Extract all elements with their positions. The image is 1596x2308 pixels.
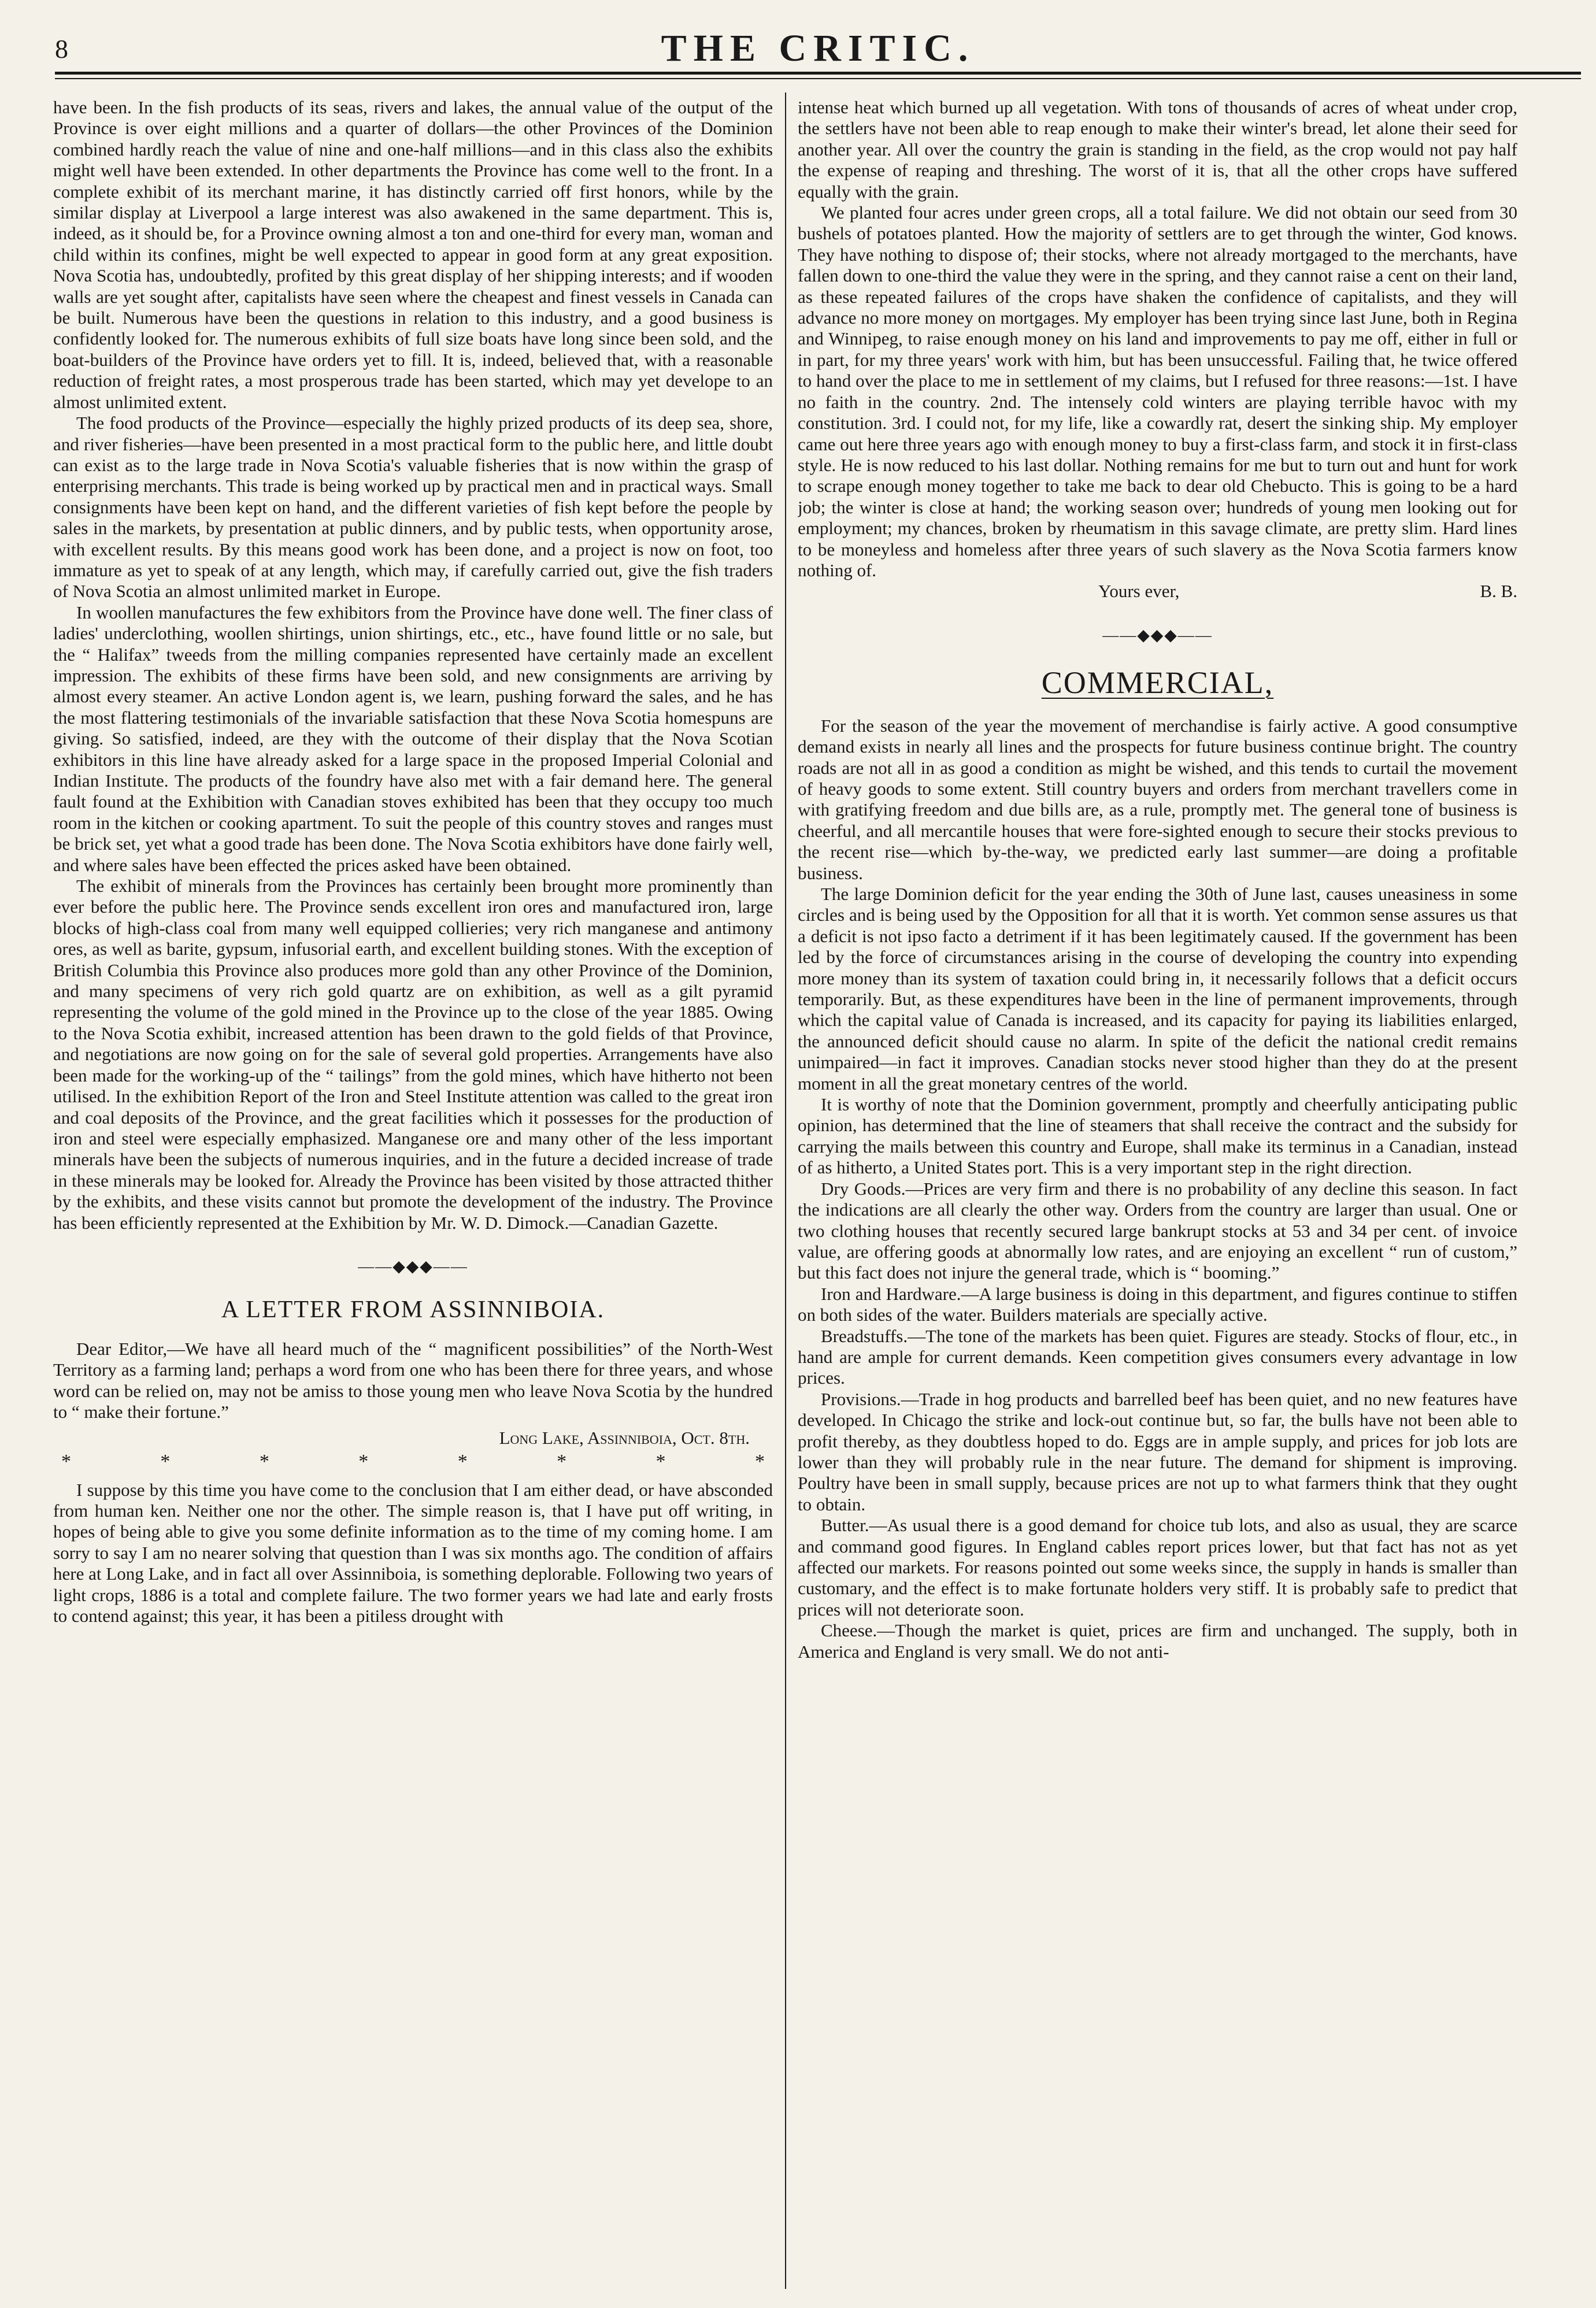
asterism: * <box>557 1450 567 1472</box>
asterism: * <box>457 1450 468 1472</box>
header-rule-thick <box>55 72 1581 75</box>
commercial-paragraph: The large Dominion deficit for the year ending the 30th of June last, causes uneasiness in some circles and is being used by the Opposition for all that it is worth. Yet common sense assures us that a deficit is not ipso facto a detriment if it has been legitimately caused. If the government has been led by the force of circumstances arising in the course of developing the country into expending more money than its system of taxation could bring in, it necessarily follows that a deficit occurs temporarily. But, as these expenditures have been in the line of permanent improvements, through which the capital value of Canada is increased, and its capacity for paying its liabilities enlarged, the announced deficit should cause no alarm. In spite of the deficit the national credit remains unimpaired—in fact it improves. Canadian stocks never stood higher than they do at the present moment in all the great monetary centres of the world. <box>798 884 1517 1094</box>
section-ornament: ——◆◆◆—— <box>1102 626 1213 644</box>
market-report-dry-goods: Dry Goods.—Prices are very firm and there is no probability of any decline this season. In fact the indications are all clearly the other way. Orders from the country are larger than usual. One or two clothing houses that recently secured large bankrupt stocks at 53 and 34 per cent. of invoice value, are offering goods at abnormally low rates, and are enjoying an excellent “ run of custom,” but this fact does not injure the general trade, which is “ booming.” <box>798 1178 1517 1283</box>
market-report-breadstuffs: Breadstuffs.—The tone of the markets has been quiet. Figures are steady. Stocks of flour, etc., in hand are ample for current demands. Keen competition gives consumers every advantage in low prices. <box>798 1325 1517 1388</box>
commercial-paragraph: For the season of the year the movement of merchandise is fairly active. A good consumptive demand exists in nearly all lines and the prospects for future business continue bright. The country roads are not all in as good a condition as might be wished, and this tends to curtail the movement of heavy goods to some extent. Still country buyers and orders from merchant travellers come in with gratifying freedom and due bills are, as a rule, promptly met. The general tone of business is cheerful, and all mercantile houses that were fore-sighted enough to secure their stocks previous to the recent rise—which by-the-way, we predicted early last summer—are doing a profitable business. <box>798 715 1517 883</box>
right-column <box>798 97 1517 2288</box>
letter-continued: intense heat which burned up all vegetation. With tons of thousands of acres of wheat under crop, the settlers have not been able to reap enough to make their winter's bread, let alone their seed for another year. All over the country the grain is standing in the field, as the crop would not pay half the expense of reaping and threshing. The worst of it is, that all the other crops have suffered equally with the grain. <box>798 97 1517 202</box>
letter-signoff <box>798 581 1517 602</box>
section-ornament: ——◆◆◆—— <box>358 1257 468 1276</box>
article-paragraph: The food products of the Province—especially the highly prized products of its deep sea, shore, and river fisheries—have been presented in a most practical form to the public here, and little doubt can exist as to the large trade in Nova Scotia's valuable fisheries that is now within the grasp of enterprising merchants. This trade is being worked up by practical men and in practical ways. Small consignments have been kept on hand, and the different varieties of fish kept before the people by sales in the markets, by presentation at public dinners, and by public tests, when opportunity arose, with excellent results. By this means good work has been done, and a project is now on foot, too immature as yet to speak of at any length, which may, if carefully carried out, give the fish traders of Nova Scotia an almost unlimited market in Europe. <box>53 413 773 602</box>
page-number: 8 <box>55 34 68 64</box>
asterism-row <box>53 1451 773 1473</box>
signoff-initials: B. B. <box>1480 581 1517 602</box>
letter-heading: A LETTER FROM ASSINNIBOIA. <box>221 1296 605 1323</box>
asterism: * <box>754 1450 765 1472</box>
header-rule-thin <box>55 78 1581 79</box>
article-paragraph: In woollen manufactures the few exhibitors from the Province have done well. The finer class of ladies' underclothing, woollen shirtings, union shirtings, etc., etc., have found little or no sale, but the “ Halifax” tweeds from the milling companies represented have certainly made an excellent impression. The exhibits of these firms have been sold, and new consignments are arriving by almost every steamer. An active London agent is, we learn, pushing forward the sales, and he has the most flattering testimonials of the invariable satisfaction that these Nova Scotia homespuns are giving. So satisfied, indeed, are they with the outcome of their display that the Nova Scotian exhibitors in this line have already asked for a large space in the proposed Imperial Colonial and Indian Institute. The products of the foundry have also met with a fair demand here. The general fault found at the Exhibition with Canadian stoves exhibited has been that they occupy too much room in the kitchen or cooking apartment. To suit the people of this country stoves and ranges must be brick set, yet what a good trade has been done. The Nova Scotia exhibitors have done fairly well, and where sales have been effected the prices asked have been obtained. <box>53 602 773 875</box>
market-report-butter: Butter.—As usual there is a good demand for choice tub lots, and also as usual, they are scarce and command good figures. In England cables report prices lower, but that fact has not as yet affected our markets. For reasons pointed out some weeks since, the supply in hands is smaller than customary, and the effect is to make fortunate holders very stiff. It is probably safe to predict that prices will not deteriorate soon. <box>798 1515 1517 1620</box>
asterism: * <box>61 1450 71 1472</box>
letter-continued: We planted four acres under green crops, all a total failure. We did not obtain our seed from 30 bushels of potatoes planted. How the majority of settlers are to get through the winter, God knows. They have nothing to dispose of; their stocks, where not already mortgaged to the merchants, have fallen down to one-third the value they were in the spring, and they cannot raise a cent on their land, as these repeated failures of the crops have shaken the confidence of capitalists, and they will advance no more money on mortgages. My employer has been trying since last June, both in Regina and Winnipeg, to raise enough money on his land and improvements to pay me off, either in full or in part, for my three years' work with him, but has been unsuccessful. Failing that, he twice offered to hand over the place to me in settlement of my claims, but I refused for three reasons:—1st. I have no faith in the country. 2nd. The intensely cold winters are playing terrible havoc with my constitution. 3rd. I could not, for my life, like a cowardly rat, desert the sinking ship. My employer came out here three years ago with enough money to buy a first-class farm, and stock it in first-class style. He is now reduced to his last dollar. Nothing remains for me but to turn out and hunt for work to scrape enough money together to take me back to dear old Chebucto. This is going to be a hard job; the winter is close at hand; the working season over; hundreds of young men looking out for employment; my chances, broken by rheumatism in this savage climate, are pretty slim. Hard lines to be moneyless and homeless after three years of such slavery as the Nova Scotia farmers know nothing of. <box>798 202 1517 580</box>
market-report-provisions: Provisions.—Trade in hog products and barrelled beef has been quiet, and no new features have developed. In Chicago the strike and lock-out continue but, so far, the bulls have not been able to profit thereby, as they doubtless hoped to do. Eggs are in ample supply, and prices for job lots are lower than they will probably rule in the near future. The demand for shipment is improving. Poultry have been in small supply, because prices are not up to what farmers think that they ought to obtain. <box>798 1388 1517 1514</box>
commercial-heading: COMMERCIAL, <box>1041 665 1274 700</box>
letter-dateline: Long Lake, Assinniboia, Oct. 8th. <box>499 1427 750 1448</box>
letter-body: I suppose by this time you have come to the conclusion that I am either dead, or have absconded from human ken. Neither one nor the other. The simple reason is, that I have put off writing, in hopes of being able to give you some definite information as to the time of my coming home. I am sorry to say I am no nearer solving that question than I was six months ago. The condition of affairs here at Long Lake, and in fact all over Assinniboia, is something deplorable. Following two years of light crops, 1886 is a total and complete failure. The two former years we had late and early frosts to contend against; this year, it has been a pitiless drought with <box>53 1479 773 1626</box>
commercial-paragraph: It is worthy of note that the Dominion government, promptly and cheerfully anticipating public opinion, has determined that the line of steamers that shall receive the contract and the subsidy for carrying the mails between this country and Europe, shall make its terminus in a Canadian, instead of as hitherto, a United States port. This is a very important step in the right direction. <box>798 1094 1517 1178</box>
signoff-closing: Yours ever, <box>1098 581 1180 602</box>
asterism: * <box>160 1450 171 1472</box>
column-divider <box>785 92 786 2289</box>
market-report-iron-hardware: Iron and Hardware.—A large business is doing in this department, and figures continue to stiffen on both sides of the water. Builders materials are specially active. <box>798 1283 1517 1325</box>
article-paragraph: The exhibit of minerals from the Provinces has certainly been brought more prominently than ever before the public here. The Province sends excellent iron ores and manufactured iron, large blocks of high-class coal from many well equipped collieries; very rich manganese and antimony ores, as well as barite, gypsum, infusorial earth, and excellent building stones. With the exception of British Columbia this Province also produces more gold than any other Province of the Dominion, and many specimens of very rich gold quartz are on exhibition, as well as a gilt pyramid representing the volume of the gold mined in the Province up to the close of the year 1885. Owing to the Nova Scotia exhibit, increased attention has been drawn to the gold fields of that Province, and negotiations are now going on for the sale of several gold properties. Arrangements have also been made for the working-up of the “ tailings” from the gold mines, which have hitherto not been utilised. In the exhibition Report of the Iron and Steel Institute attention was called to the great iron and coal deposits of the Province, and the great facilities which it possesses for the production of iron and steel were especially emphasized. Manganese ore and many other of the less important minerals have been the subjects of numerous inquiries, and in the future a decided increase of trade in these minerals may be looked for. Already the Province has been visited by those attracted thither by the exhibits, and these visits cannot but promote the development of the industry. The Province has been efficiently represented at the Exhibition by Mr. W. D. Dimock.—Canadian Gazette. <box>53 876 773 1233</box>
masthead-title: THE CRITIC. <box>661 27 975 69</box>
article-paragraph: have been. In the fish products of its seas, rivers and lakes, the annual value of the output of the Province is over eight millions and a quarter of dollars—the other Provinces of the Dominion combined hardly reach the value of nine and one-half millions—and in this class also the exhibits might well have been extended. In other departments the Province has come well to the front. In a complete exhibit of its merchant marine, it has distinctly carried off first honors, while by the similar display at Liverpool a large interest was also awakened in the same department. This is, indeed, as it should be, for a Province owning almost a ton and one-third for every man, woman and child within its confines, might be well expected to appear in good form at any great exposition. Nova Scotia has, undoubtedly, profited by this great display of her shipping interests; and if wooden walls are yet sought after, capitalists have seen where the cheapest and finest vessels in Canada can be built. Numerous have been the questions in relation to this industry, and a good business is confidently looked for. The numerous exhibits of full size boats have long since been sold, and the boat-builders of the Province have orders yet to fill. It is, indeed, believed that, with a reasonable reduction of freight rates, a most prosperous trade has been started, which may yet develope to an almost unlimited extent. <box>53 97 773 412</box>
market-report-cheese: Cheese.—Though the market is quiet, prices are firm and unchanged. The supply, both in America and England is very small. We do not anti- <box>798 1620 1517 1662</box>
asterism: * <box>656 1450 666 1472</box>
asterism: * <box>259 1450 269 1472</box>
letter-intro: Dear Editor,—We have all heard much of the “ magnificent possibilities” of the North-West Territory as a farming land; perhaps a word from one who has been there for three years, and whose word can be relied on, may not be amiss to those young men who leave Nova Scotia by the hundred to “ make their fortune.” <box>53 1338 773 1422</box>
page-header <box>55 23 1581 75</box>
left-column <box>53 97 773 2288</box>
asterism: * <box>358 1450 369 1472</box>
